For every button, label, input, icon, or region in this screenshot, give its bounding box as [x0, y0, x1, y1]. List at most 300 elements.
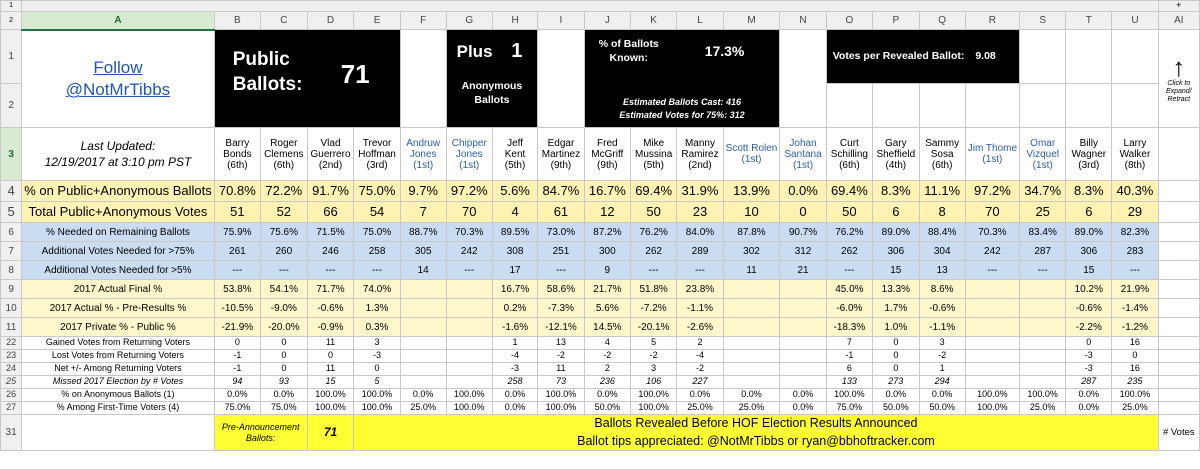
value-cell[interactable]: 75.0% — [826, 402, 872, 415]
value-cell[interactable]: 5 — [354, 376, 400, 389]
value-cell[interactable]: --- — [630, 261, 676, 280]
value-cell[interactable]: 4 — [584, 337, 630, 350]
row-header-22[interactable]: 22 — [1, 337, 22, 350]
value-cell[interactable]: 71.5% — [307, 223, 354, 242]
value-cell[interactable] — [400, 363, 446, 376]
value-cell[interactable]: 0 — [873, 350, 920, 363]
value-cell[interactable]: 52 — [261, 202, 308, 223]
value-cell[interactable]: 9 — [584, 261, 630, 280]
value-cell[interactable]: 25.0% — [677, 402, 723, 415]
column-header-k[interactable]: K — [630, 11, 676, 30]
value-cell[interactable]: 61 — [538, 202, 584, 223]
value-cell[interactable] — [446, 350, 492, 363]
row-header-2[interactable]: 2 — [1, 84, 22, 128]
value-cell[interactable]: 6 — [1066, 202, 1112, 223]
value-cell[interactable]: 0 — [1066, 337, 1112, 350]
value-cell[interactable]: 283 — [1112, 242, 1158, 261]
value-cell[interactable]: 17 — [492, 261, 537, 280]
value-cell[interactable] — [1020, 376, 1066, 389]
value-cell[interactable]: -1 — [214, 363, 260, 376]
value-cell[interactable] — [965, 299, 1019, 318]
value-cell[interactable]: -10.5% — [214, 299, 260, 318]
row-label[interactable]: 2017 Actual Final % — [22, 280, 215, 299]
value-cell[interactable]: 93 — [261, 376, 308, 389]
value-cell[interactable]: 227 — [677, 376, 723, 389]
row-header-9[interactable]: 9 — [1, 280, 22, 299]
value-cell[interactable]: -20.1% — [630, 318, 676, 337]
value-cell[interactable]: 76.2% — [630, 223, 676, 242]
value-cell[interactable]: 8 — [919, 202, 965, 223]
row-header-10[interactable]: 10 — [1, 299, 22, 318]
value-cell[interactable]: --- — [1112, 261, 1158, 280]
value-cell[interactable]: 13 — [919, 261, 965, 280]
value-cell[interactable]: 308 — [492, 242, 537, 261]
column-header-l[interactable]: L — [677, 11, 723, 30]
value-cell[interactable] — [780, 363, 826, 376]
value-cell[interactable]: 82.3% — [1112, 223, 1158, 242]
value-cell[interactable]: 0 — [307, 350, 354, 363]
value-cell[interactable]: 75.0% — [354, 181, 400, 202]
value-cell[interactable]: 0.0% — [873, 389, 920, 402]
value-cell[interactable]: 71.7% — [307, 280, 354, 299]
row-header-1[interactable]: 1 — [1, 30, 22, 84]
value-cell[interactable]: 1 — [492, 337, 537, 350]
row-header-11[interactable]: 11 — [1, 318, 22, 337]
value-cell[interactable] — [780, 299, 826, 318]
value-cell[interactable]: 11 — [723, 261, 780, 280]
value-cell[interactable]: 69.4% — [630, 181, 676, 202]
column-header-d[interactable]: D — [307, 11, 354, 30]
value-cell[interactable]: 251 — [538, 242, 584, 261]
value-cell[interactable]: 2 — [584, 363, 630, 376]
value-cell[interactable]: 76.2% — [826, 223, 872, 242]
row-label[interactable]: Additional Votes Needed for >75% — [22, 242, 215, 261]
value-cell[interactable]: 3 — [919, 337, 965, 350]
value-cell[interactable]: 6 — [826, 363, 872, 376]
value-cell[interactable]: 0.0% — [723, 389, 780, 402]
column-header-s[interactable]: S — [1020, 11, 1066, 30]
value-cell[interactable]: -20.0% — [261, 318, 308, 337]
value-cell[interactable] — [965, 318, 1019, 337]
value-cell[interactable] — [723, 350, 780, 363]
value-cell[interactable]: 100.0% — [307, 389, 354, 402]
value-cell[interactable]: 236 — [584, 376, 630, 389]
value-cell[interactable]: -2 — [677, 363, 723, 376]
value-cell[interactable]: 287 — [1066, 376, 1112, 389]
value-cell[interactable]: 91.7% — [307, 181, 354, 202]
value-cell[interactable]: 51.8% — [630, 280, 676, 299]
value-cell[interactable]: 5.6% — [492, 181, 537, 202]
column-header-e[interactable]: E — [354, 11, 400, 30]
value-cell[interactable]: 0.0% — [400, 389, 446, 402]
row-label[interactable]: % Needed on Remaining Ballots — [22, 223, 215, 242]
value-cell[interactable]: 29 — [1112, 202, 1158, 223]
value-cell[interactable]: 50 — [630, 202, 676, 223]
value-cell[interactable]: 89.0% — [1066, 223, 1112, 242]
value-cell[interactable]: 89.0% — [873, 223, 920, 242]
value-cell[interactable]: --- — [261, 261, 308, 280]
value-cell[interactable]: 70 — [446, 202, 492, 223]
value-cell[interactable]: 16.7% — [584, 181, 630, 202]
value-cell[interactable]: 84.7% — [538, 181, 584, 202]
value-cell[interactable]: --- — [538, 261, 584, 280]
value-cell[interactable]: 0 — [354, 363, 400, 376]
value-cell[interactable]: 75.6% — [261, 223, 308, 242]
value-cell[interactable]: 100.0% — [538, 402, 584, 415]
value-cell[interactable]: 70 — [965, 202, 1019, 223]
value-cell[interactable] — [446, 318, 492, 337]
value-cell[interactable]: 100.0% — [826, 389, 872, 402]
value-cell[interactable]: 3 — [354, 337, 400, 350]
value-cell[interactable]: 302 — [723, 242, 780, 261]
value-cell[interactable]: 0 — [261, 337, 308, 350]
row-header-6[interactable]: 6 — [1, 223, 22, 242]
column-header-g[interactable]: G — [446, 11, 492, 30]
value-cell[interactable]: 100.0% — [307, 402, 354, 415]
value-cell[interactable]: -3 — [492, 363, 537, 376]
row-header-4[interactable]: 4 — [1, 181, 22, 202]
value-cell[interactable]: 72.2% — [261, 181, 308, 202]
value-cell[interactable]: 70.3% — [446, 223, 492, 242]
value-cell[interactable]: 258 — [354, 242, 400, 261]
value-cell[interactable]: 100.0% — [446, 402, 492, 415]
value-cell[interactable]: 54 — [354, 202, 400, 223]
value-cell[interactable] — [400, 299, 446, 318]
row-label[interactable]: 2017 Actual % - Pre-Results % — [22, 299, 215, 318]
value-cell[interactable] — [400, 337, 446, 350]
value-cell[interactable]: 0.0% — [1066, 389, 1112, 402]
value-cell[interactable]: -3 — [1066, 350, 1112, 363]
value-cell[interactable]: 287 — [1020, 242, 1066, 261]
value-cell[interactable] — [1020, 337, 1066, 350]
value-cell[interactable]: 8.3% — [873, 181, 920, 202]
column-header-a[interactable]: A — [22, 11, 215, 30]
value-cell[interactable]: 11 — [538, 363, 584, 376]
value-cell[interactable]: 106 — [630, 376, 676, 389]
value-cell[interactable]: 10.2% — [1066, 280, 1112, 299]
row-header-3[interactable]: 3 — [1, 128, 22, 181]
expand-plus-icon[interactable]: + — [1158, 1, 1199, 12]
value-cell[interactable]: 15 — [1066, 261, 1112, 280]
value-cell[interactable]: 94 — [214, 376, 260, 389]
value-cell[interactable]: 70.3% — [965, 223, 1019, 242]
value-cell[interactable]: 0 — [214, 337, 260, 350]
value-cell[interactable]: 0 — [873, 363, 920, 376]
value-cell[interactable] — [780, 350, 826, 363]
row-header-8[interactable]: 8 — [1, 261, 22, 280]
row-label[interactable]: Lost Votes from Returning Voters — [22, 350, 215, 363]
value-cell[interactable]: 23 — [677, 202, 723, 223]
value-cell[interactable]: 15 — [873, 261, 920, 280]
value-cell[interactable]: --- — [677, 261, 723, 280]
row-label[interactable]: Total Public+Anonymous Votes — [22, 202, 215, 223]
value-cell[interactable]: 3 — [630, 363, 676, 376]
value-cell[interactable]: -0.6% — [1066, 299, 1112, 318]
value-cell[interactable]: 242 — [965, 242, 1019, 261]
value-cell[interactable]: -2 — [584, 350, 630, 363]
column-header-c[interactable]: C — [261, 11, 308, 30]
value-cell[interactable]: -1.1% — [919, 318, 965, 337]
value-cell[interactable]: 1.7% — [873, 299, 920, 318]
row-header-7[interactable]: 7 — [1, 242, 22, 261]
value-cell[interactable] — [1020, 363, 1066, 376]
value-cell[interactable]: 25.0% — [723, 402, 780, 415]
value-cell[interactable]: --- — [965, 261, 1019, 280]
value-cell[interactable]: -1.2% — [1112, 318, 1158, 337]
value-cell[interactable]: -3 — [1066, 363, 1112, 376]
value-cell[interactable]: 0 — [261, 363, 308, 376]
value-cell[interactable]: -1 — [214, 350, 260, 363]
value-cell[interactable] — [723, 318, 780, 337]
value-cell[interactable] — [723, 299, 780, 318]
row-label[interactable]: Additional Votes Needed for >5% — [22, 261, 215, 280]
column-header-m[interactable]: M — [723, 11, 780, 30]
column-header-b[interactable]: B — [214, 11, 260, 30]
value-cell[interactable]: 5 — [630, 337, 676, 350]
value-cell[interactable]: 100.0% — [354, 389, 400, 402]
value-cell[interactable]: 25.0% — [1112, 402, 1158, 415]
value-cell[interactable]: 25.0% — [400, 402, 446, 415]
value-cell[interactable]: 13.9% — [723, 181, 780, 202]
value-cell[interactable]: 0 — [780, 202, 826, 223]
value-cell[interactable]: 50.0% — [919, 402, 965, 415]
value-cell[interactable]: 89.5% — [492, 223, 537, 242]
value-cell[interactable]: 7 — [400, 202, 446, 223]
value-cell[interactable]: 87.2% — [584, 223, 630, 242]
value-cell[interactable]: 0.3% — [354, 318, 400, 337]
value-cell[interactable] — [723, 337, 780, 350]
value-cell[interactable]: 261 — [214, 242, 260, 261]
value-cell[interactable]: 0.0% — [780, 402, 826, 415]
value-cell[interactable]: 7 — [826, 337, 872, 350]
value-cell[interactable]: 88.7% — [400, 223, 446, 242]
value-cell[interactable]: 100.0% — [965, 389, 1019, 402]
value-cell[interactable]: 50 — [826, 202, 872, 223]
value-cell[interactable]: -2 — [630, 350, 676, 363]
follow-link[interactable]: Follow @NotMrTibbs — [65, 58, 171, 100]
value-cell[interactable]: -7.2% — [630, 299, 676, 318]
value-cell[interactable] — [780, 280, 826, 299]
column-header-o[interactable]: O — [826, 11, 872, 30]
value-cell[interactable]: 100.0% — [630, 402, 676, 415]
value-cell[interactable]: 100.0% — [630, 389, 676, 402]
value-cell[interactable]: -6.0% — [826, 299, 872, 318]
value-cell[interactable]: 0.2% — [492, 299, 537, 318]
row-label[interactable]: % on Public+Anonymous Ballots — [22, 181, 215, 202]
value-cell[interactable]: 133 — [826, 376, 872, 389]
row-header-5[interactable]: 5 — [1, 202, 22, 223]
value-cell[interactable]: -2 — [919, 350, 965, 363]
value-cell[interactable]: 75.0% — [354, 223, 400, 242]
value-cell[interactable]: 9.7% — [400, 181, 446, 202]
value-cell[interactable]: 84.0% — [677, 223, 723, 242]
row-header-23[interactable]: 23 — [1, 350, 22, 363]
column-header-f[interactable]: F — [400, 11, 446, 30]
value-cell[interactable]: 74.0% — [354, 280, 400, 299]
value-cell[interactable]: 14 — [400, 261, 446, 280]
value-cell[interactable]: 304 — [919, 242, 965, 261]
value-cell[interactable]: -0.6% — [307, 299, 354, 318]
column-header-u[interactable]: U — [1112, 11, 1158, 30]
value-cell[interactable]: 0.0% — [584, 389, 630, 402]
value-cell[interactable]: 13 — [538, 337, 584, 350]
value-cell[interactable]: -2.6% — [677, 318, 723, 337]
value-cell[interactable]: 25.0% — [1020, 402, 1066, 415]
value-cell[interactable]: 100.0% — [538, 389, 584, 402]
value-cell[interactable] — [723, 280, 780, 299]
value-cell[interactable]: 73.0% — [538, 223, 584, 242]
row-label[interactable]: % on Anonymous Ballots (1) — [22, 389, 215, 402]
value-cell[interactable]: 100.0% — [1112, 389, 1158, 402]
value-cell[interactable]: 70.8% — [214, 181, 260, 202]
value-cell[interactable]: 8.3% — [1066, 181, 1112, 202]
value-cell[interactable]: 16.7% — [492, 280, 537, 299]
value-cell[interactable]: --- — [1020, 261, 1066, 280]
value-cell[interactable]: 0.0% — [919, 389, 965, 402]
value-cell[interactable]: -12.1% — [538, 318, 584, 337]
value-cell[interactable]: 0.0% — [780, 389, 826, 402]
value-cell[interactable]: 294 — [919, 376, 965, 389]
value-cell[interactable]: 31.9% — [677, 181, 723, 202]
value-cell[interactable]: 262 — [826, 242, 872, 261]
value-cell[interactable]: 2 — [677, 337, 723, 350]
value-cell[interactable]: -1.4% — [1112, 299, 1158, 318]
value-cell[interactable]: 300 — [584, 242, 630, 261]
column-header-p[interactable]: P — [873, 11, 920, 30]
value-cell[interactable] — [446, 280, 492, 299]
value-cell[interactable]: 12 — [584, 202, 630, 223]
value-cell[interactable]: -1.1% — [677, 299, 723, 318]
value-cell[interactable]: 260 — [261, 242, 308, 261]
value-cell[interactable] — [400, 350, 446, 363]
value-cell[interactable]: 53.8% — [214, 280, 260, 299]
column-header-i[interactable]: I — [538, 11, 584, 30]
value-cell[interactable]: 21 — [780, 261, 826, 280]
value-cell[interactable]: 15 — [307, 376, 354, 389]
row-header-26[interactable]: 26 — [1, 389, 22, 402]
value-cell[interactable]: 0 — [1112, 350, 1158, 363]
value-cell[interactable]: 258 — [492, 376, 537, 389]
value-cell[interactable]: 289 — [677, 242, 723, 261]
value-cell[interactable]: -2 — [538, 350, 584, 363]
value-cell[interactable]: 11 — [307, 363, 354, 376]
value-cell[interactable] — [723, 376, 780, 389]
value-cell[interactable] — [446, 337, 492, 350]
value-cell[interactable]: 8.6% — [919, 280, 965, 299]
value-cell[interactable]: 75.0% — [214, 402, 260, 415]
outline-level-1[interactable]: 1 — [1, 1, 22, 12]
outline-level-2[interactable]: 2 — [1, 11, 22, 30]
row-label[interactable]: Missed 2017 Election by # Votes — [22, 376, 215, 389]
value-cell[interactable]: 6 — [873, 202, 920, 223]
value-cell[interactable]: 1 — [919, 363, 965, 376]
value-cell[interactable] — [965, 280, 1019, 299]
value-cell[interactable]: 69.4% — [826, 181, 872, 202]
value-cell[interactable]: -18.3% — [826, 318, 872, 337]
value-cell[interactable]: -21.9% — [214, 318, 260, 337]
value-cell[interactable] — [1020, 299, 1066, 318]
value-cell[interactable]: -4 — [492, 350, 537, 363]
value-cell[interactable]: --- — [826, 261, 872, 280]
value-cell[interactable] — [965, 376, 1019, 389]
value-cell[interactable] — [965, 350, 1019, 363]
value-cell[interactable]: 51 — [214, 202, 260, 223]
value-cell[interactable]: 262 — [630, 242, 676, 261]
value-cell[interactable]: 100.0% — [1020, 389, 1066, 402]
value-cell[interactable]: 34.7% — [1020, 181, 1066, 202]
expand-retract-button[interactable]: ↑ Click to Expand/ Retract — [1158, 30, 1199, 128]
value-cell[interactable] — [446, 299, 492, 318]
value-cell[interactable] — [1020, 350, 1066, 363]
row-header-31[interactable]: 31 — [1, 415, 22, 451]
column-header-r[interactable]: R — [965, 11, 1019, 30]
row-label[interactable]: Gained Votes from Returning Voters — [22, 337, 215, 350]
value-cell[interactable] — [400, 318, 446, 337]
row-header-24[interactable]: 24 — [1, 363, 22, 376]
value-cell[interactable] — [780, 337, 826, 350]
value-cell[interactable]: 66 — [307, 202, 354, 223]
row-header-27[interactable]: 27 — [1, 402, 22, 415]
value-cell[interactable]: 306 — [873, 242, 920, 261]
value-cell[interactable]: 242 — [446, 242, 492, 261]
row-label[interactable]: % Among First-Time Voters (4) — [22, 402, 215, 415]
column-header-j[interactable]: J — [584, 11, 630, 30]
value-cell[interactable]: -1 — [826, 350, 872, 363]
column-header-q[interactable]: Q — [919, 11, 965, 30]
value-cell[interactable]: 0 — [261, 350, 308, 363]
value-cell[interactable]: 10 — [723, 202, 780, 223]
value-cell[interactable]: 0 — [873, 337, 920, 350]
value-cell[interactable]: 83.4% — [1020, 223, 1066, 242]
value-cell[interactable]: --- — [354, 261, 400, 280]
value-cell[interactable]: -0.6% — [919, 299, 965, 318]
value-cell[interactable]: 0.0% — [492, 389, 537, 402]
value-cell[interactable]: 14.5% — [584, 318, 630, 337]
value-cell[interactable] — [965, 363, 1019, 376]
value-cell[interactable]: 246 — [307, 242, 354, 261]
value-cell[interactable]: --- — [307, 261, 354, 280]
column-header-ai[interactable]: AI — [1158, 11, 1199, 30]
value-cell[interactable]: 312 — [780, 242, 826, 261]
value-cell[interactable]: 50.0% — [584, 402, 630, 415]
value-cell[interactable]: 45.0% — [826, 280, 872, 299]
value-cell[interactable]: 58.6% — [538, 280, 584, 299]
column-header-t[interactable]: T — [1066, 11, 1112, 30]
value-cell[interactable]: 5.6% — [584, 299, 630, 318]
value-cell[interactable]: 1.3% — [354, 299, 400, 318]
value-cell[interactable] — [400, 376, 446, 389]
value-cell[interactable]: 0.0% — [261, 389, 308, 402]
value-cell[interactable] — [446, 363, 492, 376]
value-cell[interactable] — [723, 363, 780, 376]
value-cell[interactable]: 100.0% — [354, 402, 400, 415]
value-cell[interactable]: -7.3% — [538, 299, 584, 318]
value-cell[interactable] — [1020, 280, 1066, 299]
value-cell[interactable]: 235 — [1112, 376, 1158, 389]
value-cell[interactable]: 40.3% — [1112, 181, 1158, 202]
value-cell[interactable]: 0.0% — [1066, 402, 1112, 415]
value-cell[interactable] — [780, 376, 826, 389]
value-cell[interactable]: --- — [214, 261, 260, 280]
value-cell[interactable]: --- — [446, 261, 492, 280]
value-cell[interactable]: 100.0% — [446, 389, 492, 402]
value-cell[interactable]: 87.8% — [723, 223, 780, 242]
value-cell[interactable]: 88.4% — [919, 223, 965, 242]
value-cell[interactable]: 75.9% — [214, 223, 260, 242]
column-header-n[interactable]: N — [780, 11, 826, 30]
row-label[interactable]: 2017 Private % - Public % — [22, 318, 215, 337]
value-cell[interactable]: 54.1% — [261, 280, 308, 299]
